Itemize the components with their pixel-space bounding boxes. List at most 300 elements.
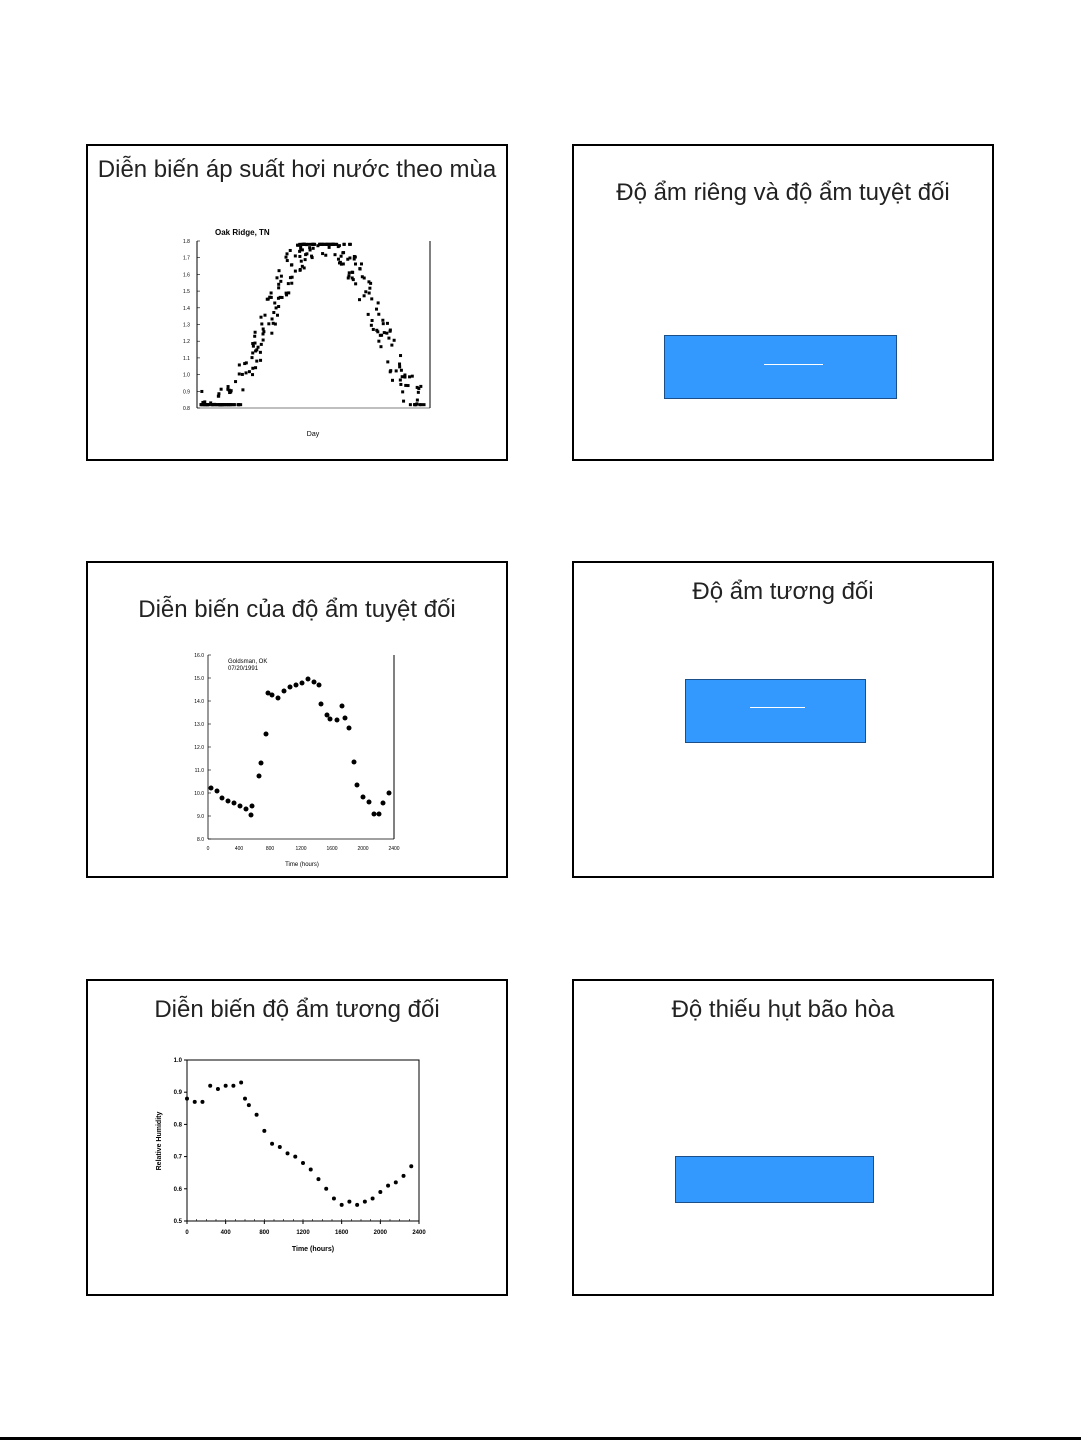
data-point [243, 362, 246, 365]
data-point [324, 254, 327, 257]
data-point [277, 283, 280, 286]
slide-absolute-humidity-variation [86, 561, 508, 878]
data-point [260, 343, 263, 346]
x-tick-label: 0 [206, 846, 210, 852]
data-point [277, 305, 280, 308]
data-point [409, 1164, 413, 1168]
data-point [294, 254, 297, 257]
data-point [203, 400, 206, 403]
data-point [288, 685, 293, 690]
data-point [363, 277, 366, 280]
data-point [294, 683, 299, 688]
data-point [354, 263, 357, 266]
x-tick-label: 2400 [412, 1230, 426, 1236]
x-tick-label: 800 [265, 846, 275, 852]
data-point [352, 278, 355, 281]
data-point [316, 1177, 320, 1181]
data-point [367, 313, 370, 316]
data-point [420, 403, 423, 406]
data-point [229, 403, 232, 406]
x-axis-label: Time (hours) [285, 862, 319, 868]
x-axis-label: Day [306, 431, 320, 438]
data-point [379, 345, 382, 348]
data-point [317, 683, 322, 688]
data-point [232, 801, 237, 806]
y-tick-label: 0.5 [173, 1219, 182, 1225]
data-point [245, 371, 248, 374]
data-point [252, 345, 255, 348]
data-point [270, 1142, 274, 1146]
data-point [416, 399, 419, 402]
y-tick-label: 1.7 [183, 255, 190, 262]
data-point [250, 804, 255, 809]
data-point [316, 244, 319, 247]
data-point [324, 1187, 328, 1191]
data-point [220, 796, 225, 801]
data-point [259, 351, 262, 354]
data-point [251, 356, 254, 359]
data-point [276, 314, 279, 317]
data-point [382, 322, 385, 325]
formula-box [675, 1156, 874, 1203]
data-point [391, 379, 394, 382]
data-point [254, 342, 257, 345]
data-point [326, 243, 329, 246]
data-point [363, 1200, 367, 1204]
data-point [200, 1100, 204, 1104]
data-point [308, 246, 311, 249]
fraction-line [750, 707, 805, 708]
data-point [217, 403, 220, 406]
data-point [355, 783, 360, 788]
data-point [386, 1184, 390, 1188]
data-point [271, 317, 274, 320]
data-point [259, 359, 262, 362]
data-point [372, 812, 377, 817]
data-point [238, 804, 243, 809]
data-point [220, 388, 223, 391]
data-point [254, 331, 257, 334]
data-point [270, 332, 273, 335]
slide-saturation-deficit [572, 979, 994, 1296]
chart-annotation-line2: 07/20/1991 [228, 666, 259, 672]
data-point [377, 301, 380, 304]
data-point [340, 704, 345, 709]
relative-humidity-scatter-chart [88, 981, 506, 1294]
x-tick-label: 2000 [357, 846, 369, 852]
y-tick-label: 1.4 [183, 305, 190, 312]
data-point [381, 801, 386, 806]
data-point [238, 372, 241, 375]
data-point [338, 261, 341, 264]
data-point [262, 339, 265, 342]
y-tick-label: 10.0 [194, 791, 204, 797]
x-tick-label: 400 [234, 846, 244, 852]
data-point [361, 795, 366, 800]
data-point [255, 360, 258, 363]
y-tick-label: 1.0 [173, 1058, 182, 1064]
data-point [313, 243, 316, 246]
formula-box [685, 679, 866, 743]
data-point [347, 1200, 351, 1204]
data-point [270, 693, 275, 698]
slide-relative-humidity [572, 561, 994, 878]
data-point [399, 383, 402, 386]
data-point [368, 287, 371, 290]
formula-box [664, 335, 897, 399]
data-point [398, 365, 401, 368]
data-point [285, 292, 288, 295]
data-point [276, 696, 281, 701]
data-point [234, 380, 237, 383]
data-point [303, 266, 306, 269]
data-point [262, 1129, 266, 1133]
data-point [262, 332, 265, 335]
data-point [206, 403, 209, 406]
data-point [335, 718, 340, 723]
data-point [387, 791, 392, 796]
data-point [200, 390, 203, 393]
data-point [328, 717, 333, 722]
data-point [319, 702, 324, 707]
data-point [401, 390, 404, 393]
data-point [193, 1100, 197, 1104]
x-tick-label: 1200 [296, 1230, 310, 1236]
data-point [231, 1084, 235, 1088]
data-point [347, 276, 350, 279]
data-point [377, 812, 382, 817]
chart-annotation-line1: Goldsman, OK [228, 659, 268, 665]
data-point [257, 346, 260, 349]
slide-title: Độ ẩm tương đối [692, 578, 874, 605]
data-point [301, 248, 304, 251]
data-point [277, 297, 280, 300]
data-point [329, 243, 332, 246]
data-point [259, 761, 264, 766]
data-point [370, 324, 373, 327]
data-point [352, 760, 357, 765]
data-point [254, 366, 257, 369]
data-point [270, 296, 273, 299]
data-point [272, 311, 275, 314]
y-tick-label: 1.6 [183, 272, 190, 279]
data-point [289, 276, 292, 279]
data-point [247, 1103, 251, 1107]
y-tick-label: 0.9 [183, 389, 190, 396]
data-point [334, 253, 337, 256]
data-point [379, 334, 382, 337]
data-point [267, 322, 270, 325]
data-point [411, 375, 414, 378]
y-tick-label: 1.0 [183, 372, 190, 379]
data-point [378, 1190, 382, 1194]
data-point [367, 280, 370, 283]
x-tick-label: 1600 [326, 846, 338, 852]
data-point [342, 251, 345, 254]
data-point [340, 1203, 344, 1207]
data-point [338, 244, 341, 247]
data-point [305, 243, 308, 246]
vapor-pressure-scatter-chart [88, 146, 506, 459]
data-point [343, 243, 346, 246]
data-point [203, 403, 206, 406]
data-point [423, 403, 426, 406]
data-point [251, 351, 254, 354]
data-point [278, 269, 281, 272]
data-point [351, 271, 354, 274]
data-point [309, 1167, 313, 1171]
data-point [358, 267, 361, 270]
y-tick-label: 12.0 [194, 745, 204, 751]
data-point [233, 403, 236, 406]
data-point [354, 282, 357, 285]
data-point [337, 258, 340, 261]
data-point [281, 296, 284, 299]
data-point [387, 337, 390, 340]
y-tick-label: 1.2 [183, 339, 190, 346]
data-point [348, 271, 351, 274]
data-point [248, 370, 251, 373]
x-tick-label: 400 [220, 1230, 231, 1236]
data-point [413, 403, 416, 406]
data-point [363, 294, 366, 297]
data-point [276, 276, 279, 279]
data-point [299, 268, 302, 271]
data-point [300, 260, 303, 263]
data-point [408, 375, 411, 378]
data-point [241, 388, 244, 391]
slide-vapor-pressure-seasonal [86, 144, 508, 461]
data-point [253, 335, 256, 338]
data-point [399, 354, 402, 357]
data-point [298, 255, 301, 258]
y-axis-label: Relative Humidity [156, 1111, 163, 1171]
x-tick-label: 2000 [373, 1230, 388, 1236]
x-tick-label: 1200 [295, 846, 307, 852]
data-point [419, 385, 422, 388]
y-tick-label: 1.3 [183, 322, 190, 329]
slide-specific-absolute-humidity [572, 144, 994, 461]
slide-title: Diễn biến độ ẩm tương đối [154, 996, 440, 1023]
data-point [221, 403, 224, 406]
data-point [217, 395, 220, 398]
y-tick-label: 15.0 [194, 676, 204, 682]
data-point [280, 275, 283, 278]
data-point [370, 297, 373, 300]
data-point [349, 243, 352, 246]
data-point [364, 290, 367, 293]
y-tick-label: 1.1 [183, 355, 190, 362]
data-point [273, 301, 276, 304]
data-point [375, 308, 378, 311]
data-point [306, 677, 311, 682]
slide-title: Diễn biến áp suất hơi nước theo mùa [97, 156, 497, 183]
y-tick-label: 1.8 [183, 239, 190, 245]
data-point [347, 726, 352, 731]
data-point [312, 680, 317, 685]
data-point [238, 363, 241, 366]
data-point [251, 367, 254, 370]
data-point [353, 255, 356, 258]
data-point [300, 681, 305, 686]
data-point [371, 1196, 375, 1200]
data-point [343, 716, 348, 721]
data-point [251, 373, 254, 376]
data-point [310, 255, 313, 258]
data-point [277, 286, 280, 289]
data-point [294, 270, 297, 273]
data-point [262, 328, 265, 331]
data-point [342, 262, 345, 265]
data-point [394, 1180, 398, 1184]
data-point [376, 330, 379, 333]
data-point [304, 258, 307, 261]
y-tick-label: 0.8 [173, 1122, 182, 1129]
slide-title: Diễn biến của độ ẩm tuyệt đối [138, 596, 456, 623]
data-point [328, 246, 331, 249]
data-point [290, 263, 293, 266]
data-point [389, 370, 392, 373]
data-point [290, 282, 293, 285]
data-point [249, 813, 254, 818]
data-point [404, 384, 407, 387]
data-point [214, 403, 217, 406]
data-point [383, 331, 386, 334]
data-point [332, 1196, 336, 1200]
data-point [377, 313, 380, 316]
data-point [286, 252, 289, 255]
data-point [279, 280, 282, 283]
y-tick-label: 16.0 [194, 653, 204, 659]
data-point [185, 1097, 189, 1101]
fraction-line [764, 364, 823, 365]
data-point [402, 1174, 406, 1178]
data-point [278, 1145, 282, 1149]
data-point [395, 369, 398, 372]
data-point [355, 1203, 359, 1207]
data-point [215, 789, 220, 794]
data-point [371, 319, 374, 322]
data-point [286, 1151, 290, 1155]
data-point [270, 291, 273, 294]
y-tick-label: 0.6 [173, 1186, 182, 1193]
data-point [229, 391, 232, 394]
data-point [403, 373, 406, 376]
data-point [287, 282, 290, 285]
data-point [282, 689, 287, 694]
data-point [377, 340, 380, 343]
data-point [304, 253, 307, 256]
data-point [227, 385, 230, 388]
data-point [224, 1084, 228, 1088]
y-tick-label: 9.0 [197, 814, 204, 820]
data-point [200, 403, 203, 406]
data-point [263, 314, 266, 317]
data-point [216, 1087, 220, 1091]
y-tick-label: 1.5 [183, 289, 190, 296]
data-point [296, 244, 299, 247]
data-point [360, 262, 363, 265]
data-point [301, 1161, 305, 1165]
data-point [208, 1084, 212, 1088]
data-point [264, 732, 269, 737]
x-axis-label: Time (hours) [291, 1246, 335, 1253]
x-tick-label: 800 [259, 1230, 270, 1236]
data-point [255, 1113, 259, 1117]
data-point [400, 369, 403, 372]
y-tick-label: 0.8 [183, 406, 190, 412]
slide-relative-humidity-variation [86, 979, 508, 1296]
slide-title: Độ thiếu hụt bão hòa [671, 996, 895, 1023]
data-point [368, 292, 371, 295]
data-point [346, 258, 349, 261]
data-point [257, 774, 262, 779]
y-tick-label: 8.0 [197, 837, 204, 843]
data-point [272, 322, 275, 325]
page-bottom-rule [0, 1437, 1081, 1440]
y-tick-label: 0.7 [173, 1154, 182, 1161]
data-point [372, 328, 375, 331]
data-point [358, 298, 361, 301]
data-point [385, 332, 388, 335]
data-point [401, 375, 404, 378]
slide-title: Độ ẩm riêng và độ ẩm tuyệt đối [616, 179, 950, 206]
y-tick-label: 0.9 [173, 1090, 182, 1097]
data-point [321, 252, 324, 255]
data-point [399, 378, 402, 381]
x-tick-label: 2400 [388, 846, 400, 852]
y-tick-label: 14.0 [194, 699, 204, 705]
data-point [293, 1155, 297, 1159]
data-point [386, 360, 389, 363]
data-point [226, 799, 231, 804]
data-point [340, 255, 343, 258]
data-point [285, 256, 288, 259]
data-point [266, 298, 269, 301]
data-point [389, 330, 392, 333]
x-tick-label: 1600 [334, 1230, 349, 1236]
data-point [398, 362, 401, 365]
data-point [244, 807, 249, 812]
data-point [417, 391, 420, 394]
data-point [239, 1081, 243, 1085]
data-point [255, 348, 258, 351]
data-point [243, 1097, 247, 1101]
data-point [209, 401, 212, 404]
data-point [402, 400, 405, 403]
data-point [381, 319, 384, 322]
data-point [286, 259, 289, 262]
data-point [275, 306, 278, 309]
data-point [237, 403, 240, 406]
data-point [390, 344, 393, 347]
absolute-humidity-scatter-chart [88, 563, 506, 876]
x-tick-label: 0 [185, 1230, 189, 1236]
data-point [289, 249, 292, 252]
y-tick-label: 13.0 [194, 722, 204, 728]
data-point [409, 403, 412, 406]
data-point [260, 316, 263, 319]
y-tick-label: 11.0 [194, 768, 204, 774]
data-point [241, 373, 244, 376]
data-point [312, 247, 315, 250]
data-point [299, 246, 302, 249]
data-point [386, 322, 389, 325]
data-point [226, 388, 229, 391]
data-point [393, 339, 396, 342]
data-point [325, 713, 330, 718]
data-point [260, 322, 263, 325]
